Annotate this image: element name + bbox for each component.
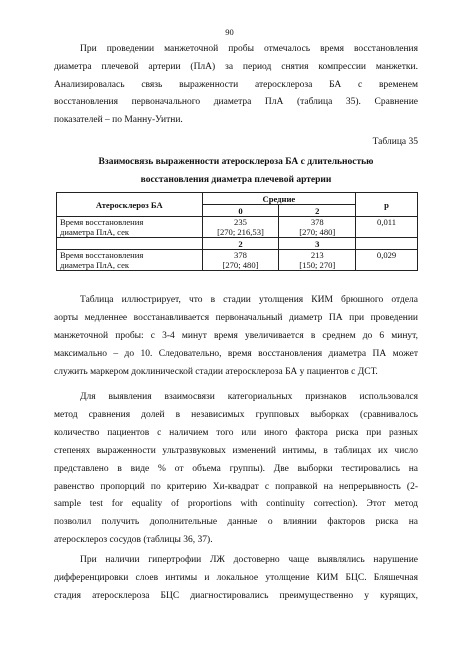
text-line: диаметра плечевой артерии (ПлА) за период снятия компрессии манжетки. (54, 61, 418, 72)
paragraph-lv-hypertrophy (54, 552, 418, 606)
text-line: максимально – до 10. Следовательно, время восстановления диаметра ПА может (54, 348, 418, 359)
stage-label: 3 (279, 238, 356, 250)
text-line: атеросклероз сосудов (таблицы 36, 37). (54, 535, 213, 546)
text-line: аорты медленнее восстанавливается первоначальный диаметр ПА при проведении (54, 312, 418, 323)
text-line: равенство пропорций по критерию Хи-квадрат с поправкой на непрерывность (2- (54, 481, 418, 492)
header-p: р (356, 193, 418, 217)
text-line: дифференцировки слоев интимы и локальное утолщение КИМ БЦС. Бляшечная (54, 572, 418, 583)
text-line: При проведении манжеточной пробы отмечалось время восстановления (80, 44, 418, 54)
header-stage: Атеросклероз БА (57, 193, 203, 217)
text-line: манжеточной пробы: с 3-4 минут время увеличивается в среднем до 6 минут, (54, 330, 418, 341)
table-row (57, 217, 418, 238)
value-cell: 235 [270; 216,53] (202, 217, 279, 238)
row-label: Время восстановления диаметра ПлА, сек (57, 217, 203, 238)
table-header-row (57, 193, 418, 205)
text-line: Для выявления взаимосвязи категориальных признаков использовался (80, 392, 418, 402)
text-line: Анализировалась связь выраженности атеросклероза БА с временем (54, 79, 418, 90)
text-line: восстановления первоначального диаметра ПлА (таблица 35). Сравнение (54, 97, 418, 108)
row-label: Время восстановления диаметра ПлА, сек (57, 250, 203, 271)
value-cell: 213 [150; 270] (279, 250, 356, 271)
table-title (54, 154, 418, 189)
text-line: Таблица иллюстрирует, что в стадии утолщения КИМ брюшного отдела (80, 295, 418, 305)
stage-label: 2 (202, 238, 279, 250)
value-cell: 378 [270; 480] (279, 217, 356, 238)
paragraph-cuff-test (54, 41, 418, 130)
text-line: При наличии гипертрофии ЛЖ достоверно чаще выявлялись нарушение (80, 555, 418, 565)
text-line: метод сравнения долей в независимых групповых выборках (сравнивалось (54, 409, 418, 420)
paragraph-table-interpretation (54, 292, 418, 382)
paragraph-methods (54, 389, 418, 550)
table-stage-row (57, 238, 418, 250)
value-cell: 378 [270; 480] (202, 250, 279, 271)
p-value-cell: 0,011 (356, 217, 418, 238)
results-table (56, 192, 418, 271)
stage-label: 0 (202, 205, 279, 217)
text-line: количество пациентов с наличием того или иного фактора риска при разных (54, 427, 418, 438)
stage-label: 2 (279, 205, 356, 217)
text-line: служить маркером доклинической стадии атеросклероза БА у пациентов с ДСТ. (54, 366, 378, 377)
table-row (57, 250, 418, 271)
table-title-line: Взаимосвязь выраженности атеросклероза БА с длительностью (98, 157, 374, 167)
text-line: позволил получить дополнительные данные о влиянии факторов риска на (54, 517, 418, 528)
text-line: показателей – по Манну-Уитни. (54, 115, 183, 126)
header-means: Средние (202, 193, 356, 205)
text-line: степенях выраженности ультразвуковых изменений интимы, в таблицах их число (54, 445, 418, 456)
table-number: Таблица 35 (372, 137, 418, 147)
p-value-cell: 0,029 (356, 250, 418, 271)
text-line: представлено в виде % от объема группы). Две выборки тестировались на (54, 463, 418, 474)
text-line: sample test for equality of proportions with continuity correction). Этот метод (54, 499, 418, 510)
table-title-line: восстановления диаметра плечевой артерии (140, 174, 332, 185)
page-number: 90 (225, 27, 234, 37)
text-line: стадия атеросклероза БЦС диагностировались преимущественно у курящих, (54, 590, 418, 601)
